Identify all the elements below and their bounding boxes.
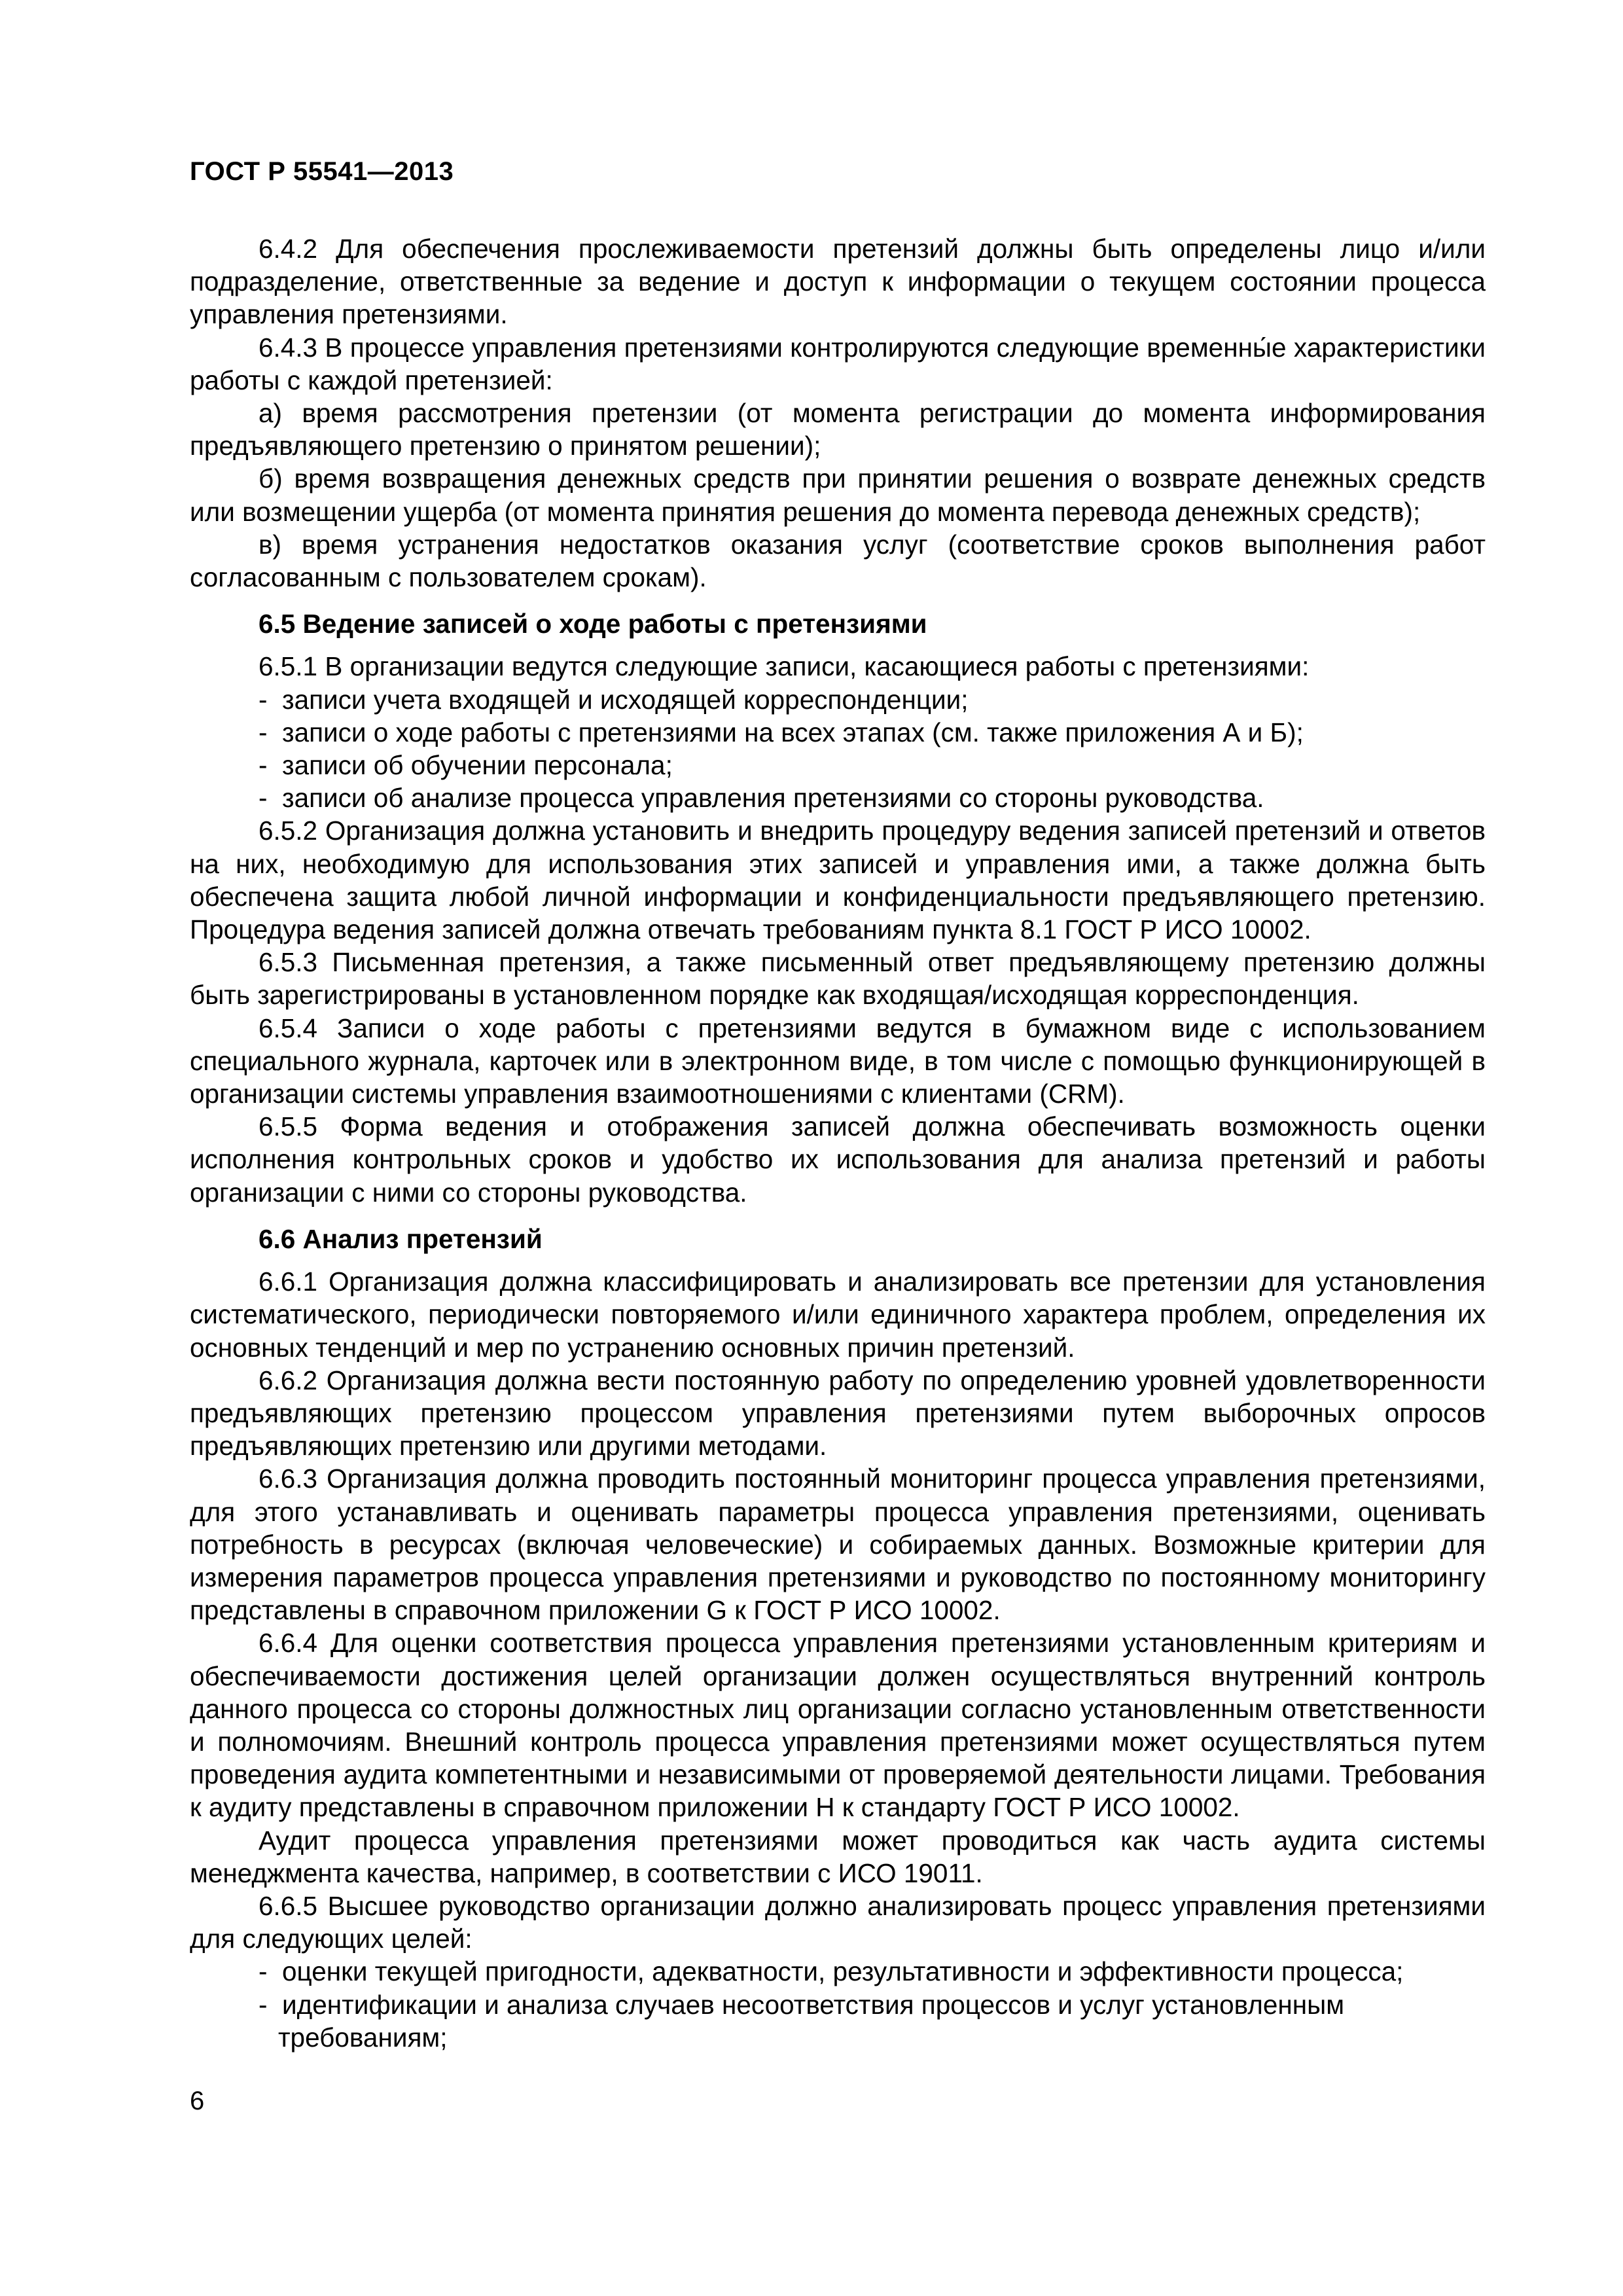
- paragraph-6-4-3-a: а) время рассмотрения претензии (от момента регистрации до момента информирования предъявляющего претензию о принятом решении);: [190, 398, 1486, 461]
- list-6-5-1: [190, 683, 1486, 815]
- list-item: - записи об обучении персонала;: [209, 749, 1486, 781]
- document-header: ГОСТ Р 55541—2013: [190, 157, 454, 186]
- document-body: [190, 232, 1486, 2054]
- list-item: - записи о ходе работы с претензиями на всех этапах (см. также приложения А и Б);: [209, 716, 1486, 749]
- list-item: - записи об анализе процесса управления претензиями со стороны руководства.: [209, 781, 1486, 814]
- section-heading-6-6: 6.6 Анализ претензий: [259, 1223, 543, 1254]
- paragraph-6-6-3: 6.6.3 Организация должна проводить постоянный мониторинг процесса управления претензиями, для этого устанавливать и оценивать параметры процесса управления претензиями, оценивать потребность в ресурсах (включая человеческие) и собираемых данных. Возможные критерии для измерения параметров процесса управления претензиями и руководство по постоянному мониторингу представлены в справочном приложении G к ГОСТ Р ИСО 10002.: [190, 1463, 1486, 1626]
- paragraph-6-5-5: 6.5.5 Форма ведения и отображения записей должна обеспечивать возможность оценки исполнения контрольных сроков и удобство их использования для анализа претензий и работы организации с ними со стороны руководства.: [190, 1111, 1486, 1208]
- paragraph-6-5-3: 6.5.3 Письменная претензия, а также письменный ответ предъявляющему претензию должны быть зарегистрированы в установленном порядке как входящая/исходящая корреспонденция.: [190, 947, 1486, 1011]
- paragraph-6-5-2: 6.5.2 Организация должна установить и внедрить процедуру ведения записей претензий и ответов на них, необходимую для использования этих записей и управления ими, а также должна быть обеспечена защита любой личной информации и конфиденциальности предъявляющего претензию. Процедура ведения записей должна отвечать требованиям пункта 8.1 ГОСТ Р ИСО 10002.: [190, 816, 1486, 945]
- paragraph-6-4-3-c: в) время устранения недостатков оказания услуг (соответствие сроков выполнения работ согласованным с пользователем срокам).: [190, 529, 1486, 593]
- paragraph-6-6-4-audit: Аудит процесса управления претензиями может проводиться как часть аудита системы менеджмента качества, например, в соответствии с ИСО 19011.: [190, 1825, 1486, 1888]
- section-heading-6-5: 6.5 Ведение записей о ходе работы с претензиями: [259, 609, 927, 639]
- paragraph-6-4-3-b: б) время возвращения денежных средств при принятии решения о возврате денежных средств или возмещении ущерба (от момента принятия решения до момента перевода денежных средств);: [190, 463, 1486, 527]
- paragraph-6-6-5: 6.6.5 Высшее руководство организации должно анализировать процесс управления претензиями для следующих целей:: [190, 1890, 1486, 1954]
- paragraph-6-4-2: 6.4.2 Для обеспечения прослеживаемости претензий должны быть определены лицо и/или подразделение, ответственные за ведение и доступ к информации о текущем состоянии процесса управления претензиями.: [190, 234, 1486, 330]
- list-6-6-5: [190, 1955, 1486, 2054]
- paragraph-6-6-1: 6.6.1 Организация должна классифицировать и анализировать все претензии для установления систематического, периодически повторяемого и/или единичного характера проблем, определения их основных тенденций и мер по устранению основных причин претензий.: [190, 1266, 1486, 1363]
- paragraph-6-6-2: 6.6.2 Организация должна вести постоянную работу по определению уровней удовлетворенности предъявляющих претензию процессом управления претензиями путем выборочных опросов предъявляющих претензию или другими методами.: [190, 1365, 1486, 1462]
- paragraph-6-5-1: 6.5.1 В организации ведутся следующие записи, касающиеся работы с претензиями:: [259, 651, 1310, 682]
- list-item: - записи учета входящей и исходящей корреспонденции;: [209, 683, 1486, 716]
- paragraph-6-5-4: 6.5.4 Записи о ходе работы с претензиями ведутся в бумажном виде с использованием специального журнала, карточек или в электронном виде, в том числе с помощью функционирующей в организации системы управления взаимоотношениями с клиентами (CRM).: [190, 1013, 1486, 1109]
- list-item: - идентификации и анализа случаев несоответствия процессов и услуг установленным требованиям;: [209, 1988, 1486, 2054]
- list-item: - оценки текущей пригодности, адекватности, результативности и эффективности процесса;: [209, 1955, 1486, 1988]
- paragraph-6-4-3: 6.4.3 В процессе управления претензиями контролируются следующие временны́е характеристики работы с каждой претензией:: [190, 332, 1486, 395]
- paragraph-6-6-4: 6.6.4 Для оценки соответствия процесса управления претензиями установленным критериям и обеспечиваемости достижения целей организации должен осуществляться внутренний контроль данного процесса со стороны должностных лиц организации согласно установленным ответственности и полномочиям. Внешний контроль процесса управления претензиями может осуществляться путем проведения аудита компетентными и независимыми от проверяемой деятельности лицами. Требования к аудиту представлены в справочном приложении Н к стандарту ГОСТ Р ИСО 10002.: [190, 1628, 1486, 1823]
- page-number: 6: [190, 2087, 205, 2115]
